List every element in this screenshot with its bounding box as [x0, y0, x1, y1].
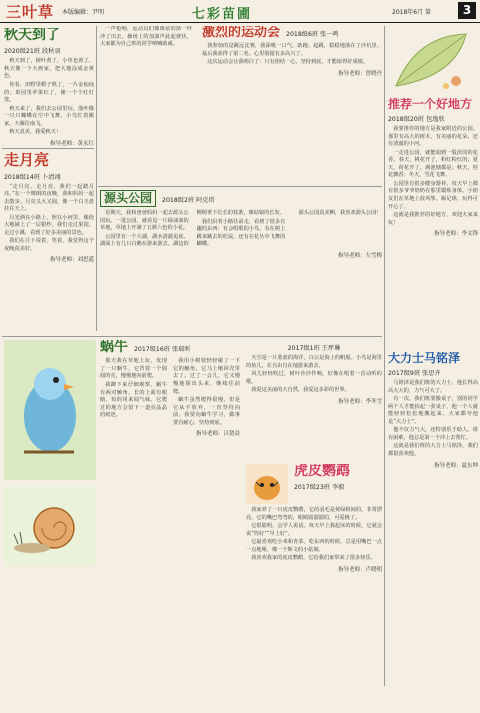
article-parrot [246, 464, 382, 684]
article-snail [100, 340, 240, 670]
section-title: 七彩苗圃 [192, 7, 253, 22]
row-rule [2, 336, 382, 337]
row-rule [98, 186, 382, 187]
article-body: 星期天，我和爸爸妈妈一起去源头公园玩。一进公园，就看见一片绿油油的草地，草地上开满了五颜六色的小花。 公园里有一个大湖，湖水清澈见底，湖面上有几只白鹅在游来游去。湖边的柳树垂下长长的枝条，像姑娘的长发。 我们沿着小路往前走，看到了很多有趣的东西：有会唱歌的小鸟，有在树上跳来跳去的松鼠，还有在花丛中飞舞的蝴蝶。 源头公园真美啊，我喜欢源头公园！ [100, 210, 382, 248]
article-body: 我参加的是跳远比赛，我深吸一口气，助跑、起跳，稳稳地落在了沙坑里。最后我获得了第二名，心里别提有多高兴了。 这次运动会让我明白了：只有团结一心，坚持到底，才能取得好成绩。 [202, 43, 382, 66]
page-number: 3 [458, 2, 476, 19]
article-autumn [4, 28, 94, 146]
teacher-credit: 指导老师：刘思遥 [49, 257, 94, 264]
article-byline: 2018级14班 卜清翊 [4, 173, 61, 181]
article-title: 源头公园 [100, 190, 156, 207]
article-byline: 2018级20班 包逸欣 [388, 116, 445, 124]
teacher-credit: 指导老师：黄永红 [49, 140, 94, 146]
article-intro [100, 26, 192, 50]
article-title: 虎皮鹦鹉 [294, 464, 350, 479]
page-info: 2018年6月 第 [392, 9, 431, 16]
article-body: 一声枪响，运动员们像离弦的箭一样冲了出去。操场上的加油声此起彼伏，大家都为自己班的同学呐喊助威。 [100, 26, 192, 48]
article-body: 我要推荐的地方是我家附近的公园。那里有高大的树木，有美丽的花朵，还有清澈的小河。 一走进公园，就能闻到一股淡淡的花香。春天，桃花开了，粉红粉红的；夏天，荷花开了，满池塘都是；秋天，桂花飘香；冬天，雪花飞舞。 公园里有很多健身器材，每天早上都有很多爷爷奶奶在那里锻炼身体。小朋友们在草地上放风筝、踢足球，玩得可开心了。 这就是我推荐的好地方，欢迎大家来玩！ [388, 126, 478, 226]
page-header [0, 0, 480, 23]
teacher-credit: 指导老师：夏东坤 [433, 462, 478, 469]
article-byline: 2020级21班 段秋羽 [4, 48, 61, 56]
masthead: 三叶草 [6, 3, 55, 21]
editor-info: 本版编辑：尹明 [62, 9, 105, 16]
article-byline: 2017级1班 王坪琳 [287, 345, 341, 352]
teacher-credit: 指导老师：李文锋 [433, 231, 478, 238]
article-body: 马铭泽是我们班的大力士，他长得高高大大的，力气可大了。 有一次，我们班要搬桌子，别的同学两个人才能抬起一张桌子，他一个人就能轻轻松松地搬起来。大家都夸他是“大力士”。 他不仅力气大，还特别乐于助人。谁有困难，他总是第一个冲上去帮忙。 这就是我们班的大力士马铭泽，我们都很喜欢他。 [388, 380, 478, 457]
ant-illustration [4, 486, 96, 566]
article-body: “走月亮，走月亮，我们一起踏月亮。”在一个晴朗的夜晚，我和妈妈一起去散步。月亮又大又圆，像一个白玉盘挂在天上。 月光洒在小路上，照在小河里，像给大地铺上了一层银纱。我们走过果园，走过小溪，看到了好多美丽的景色。 我们在月下说着，笑着，我觉得这个夜晚真美好。 [4, 183, 94, 252]
article-title: 推荐一个好地方 [388, 98, 473, 111]
teacher-credit: 指导老师：左雪梅 [337, 252, 382, 259]
article-body: 那天我在草地上玩，发现了一只蜗牛。它背着一个圆圆的壳，慢慢地向前爬。 我蹲下来仔细观察，蜗牛有两对触角，长的上面有眼睛，短的用来闻气味。它爬过的地方会留下一道亮晶晶的痕迹。 我用小树枝轻轻碰了一下它的触角，它马上缩回壳里去了。过了一会儿，它又慢慢地探出头来，继续往前爬。 蜗牛虽然爬得很慢，但是它从不放弃，一直坚持向前。我要向蜗牛学习，做事要有耐心，坚持到底。 [100, 358, 240, 426]
article-title: 大力士马铭泽 [388, 352, 461, 365]
teacher-credit: 指导老师：卢晓明 [337, 566, 382, 573]
article-title: 激烈的运动会 [202, 26, 281, 40]
row-rule [2, 148, 94, 149]
article-byline: 2018级6班 张一鸣 [286, 31, 339, 38]
teacher-credit: 指导老师：李冬雪 [337, 398, 382, 405]
article-strongman [388, 352, 478, 686]
article-sports-meet [100, 26, 382, 184]
article-title: 走月亮 [4, 152, 50, 169]
article-recommend [388, 98, 478, 348]
column-rule [96, 26, 97, 331]
article-title: 蜗牛 [100, 340, 128, 355]
bird-illustration [4, 340, 96, 480]
tiger-illustration [246, 464, 288, 504]
article-body: 我家养了一只虎皮鹦鹉，它的羽毛是黄绿相间的，非常漂亮。它的嘴巴弯弯的，眼睛圆溜溜的，可爱极了。 它很聪明，会学人说话。每天早上我起床的时候，它就会说“你好”“早上好”。 它最喜欢吃小米和青菜，吃东西的时候，总是用嘴巴一点一点地啄，像一个斯文的小姑娘。 我喜欢我家的虎皮鹦鹉，它给我们家带来了很多快乐。 [246, 507, 382, 562]
teacher-credit: 指导老师：吕贤益 [195, 431, 240, 438]
article-byline: 2018级2班 阿克塔 [162, 197, 215, 204]
article-source-park [100, 190, 382, 334]
article-body: 天空是一片蓝蓝的海洋，白云是海上的帆船。小鸟是海里的鱼儿，在自由自在地游来游去。 风儿轻轻吹过，树叶沙沙作响，好像在唱着一首动听的歌。 我爱这美丽的大自然，我爱这多彩的世界。 [246, 355, 382, 394]
article-byline: 2017级9班 张思齐 [388, 370, 441, 378]
article-poem [246, 340, 382, 460]
column-rule [384, 26, 385, 686]
article-byline: 2017级16班 张瑞昕 [134, 346, 191, 353]
leaf-illustration [386, 26, 478, 94]
teacher-credit: 指导老师：曾晓丹 [337, 70, 382, 77]
article-body: 秋天到了，树叶黄了，小草也黄了，秋天像一个大画家，把大地涂成金黄色。 你看，田野里稻子熟了，一片金灿灿的；果园里苹果红了，像一个个红灯笼。 秋天来了，我们去公园里玩。落叶像一只只蝴蝶在空中飞舞，小鸟忙着搬家，大雁往南飞。 秋天真美，我爱秋天！ [4, 58, 94, 136]
article-moon-walk [4, 152, 94, 334]
article-byline: 2017级23班 李毅 [294, 484, 345, 492]
article-title: 秋天到了 [4, 28, 60, 43]
